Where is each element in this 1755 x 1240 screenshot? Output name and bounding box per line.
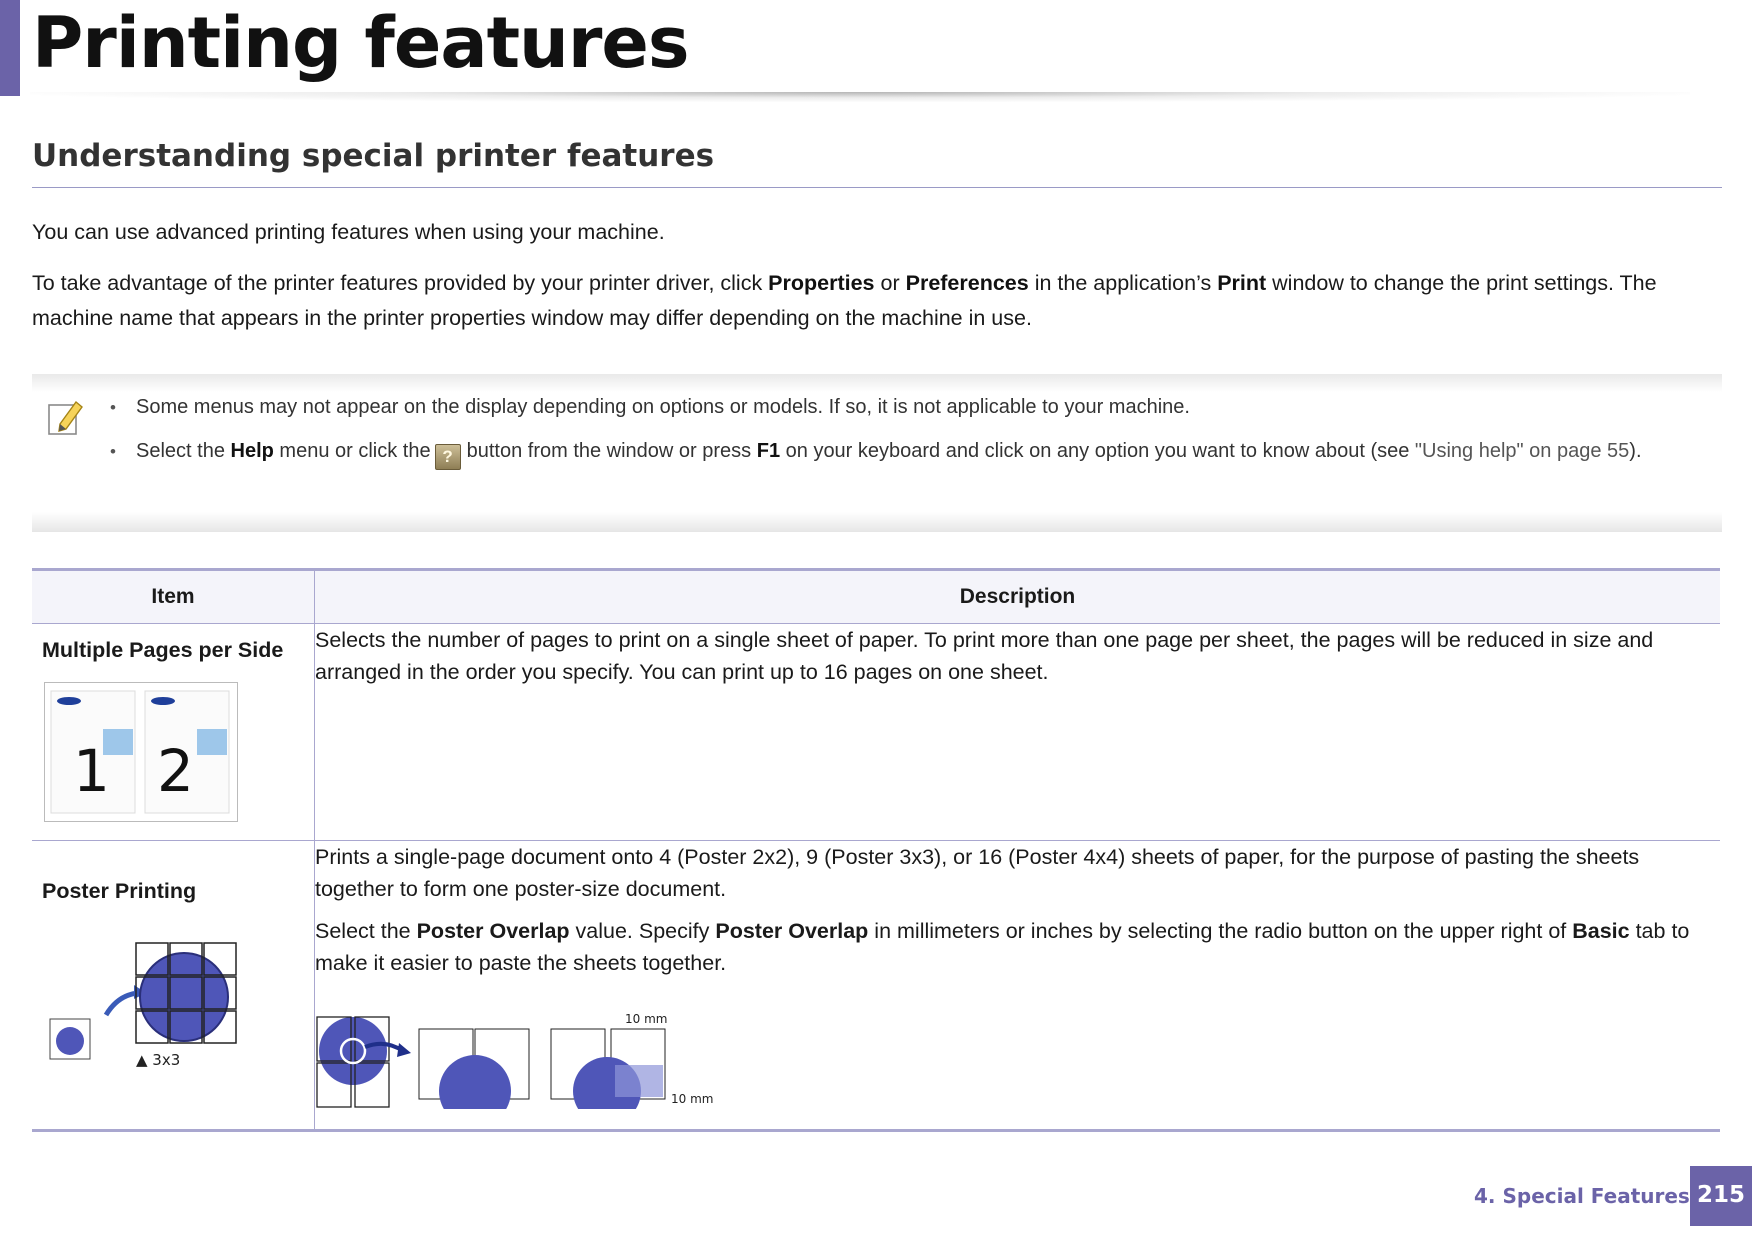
poster-overlap-term: Poster Overlap bbox=[715, 919, 869, 943]
driver-paragraph: To take advantage of the printer features provided by your printer driver, click Properties or Preferences in the application’s Print window to change the print settings. The machine name that appears in the printer properties window may differ depending on the machine in use. bbox=[32, 271, 1657, 330]
item-cell bbox=[32, 624, 315, 841]
apple-icon bbox=[319, 1017, 387, 1085]
header-description: Description bbox=[315, 570, 1721, 624]
poster-grid-label: ▲ 3x3 bbox=[136, 1051, 181, 1069]
item-name: Multiple Pages per Side bbox=[42, 638, 284, 662]
page-label-1: 1 bbox=[73, 737, 110, 805]
cloud-image-icon bbox=[197, 729, 227, 755]
poster-overlap-term: Poster Overlap bbox=[416, 919, 570, 943]
apple-icon bbox=[56, 1027, 84, 1055]
brand-logo-icon bbox=[151, 697, 175, 705]
poster-description: Prints a single-page document onto 4 (Poster 2x2), 9 (Poster 3x3), or 16 (Poster 4x4) sheets of paper, for the purpose of pasting the sheets together to form one poster-size document. bbox=[315, 845, 1640, 901]
section-title: Understanding special printer features bbox=[32, 138, 715, 174]
brand-logo-icon bbox=[57, 697, 81, 705]
features-table bbox=[32, 568, 1720, 1132]
chapter-accent-bar bbox=[0, 0, 20, 96]
note-bullet-menus: • Some menus may not appear on the display depending on options or models. If so, it is not applicable to your machine. bbox=[104, 392, 1704, 423]
page-label-2: 2 bbox=[157, 737, 194, 805]
poster-printing-illustration bbox=[48, 937, 258, 1077]
note-box bbox=[32, 374, 1722, 532]
intro-paragraph: You can use advanced printing features when using your machine. bbox=[32, 220, 665, 244]
enlarge-arrow-icon bbox=[106, 993, 138, 1015]
poster-overlap-illustration bbox=[315, 999, 735, 1109]
overlap-width-label: 10 mm bbox=[625, 1012, 668, 1026]
chapter-title: Printing features bbox=[32, 2, 689, 84]
using-help-link[interactable]: "Using help" on page 55 bbox=[1414, 440, 1630, 462]
apple-icon bbox=[140, 953, 228, 1041]
title-underline bbox=[30, 92, 1690, 102]
overlap-height-label: 10 mm bbox=[671, 1092, 714, 1106]
table-row bbox=[32, 841, 1720, 1131]
item-cell bbox=[32, 841, 315, 1131]
footer-chapter-label: 4. Special Features bbox=[1474, 1184, 1690, 1208]
note-pencil-icon bbox=[46, 396, 86, 438]
properties-term: Properties bbox=[768, 271, 875, 295]
header-item: Item bbox=[32, 570, 315, 624]
note-bullet-help: • Select the Help menu or click the ? button from the window or press F1 on your keyboard and click on any option you want to know about (see "Using help" on page 55). bbox=[104, 436, 1704, 470]
basic-tab-term: Basic bbox=[1572, 919, 1630, 943]
table-header-row bbox=[32, 570, 1720, 624]
multiple-pages-description: Selects the number of pages to print on a single sheet of paper. To print more than one page per sheet, the pages will be reduced in size and arranged in the order you specify. You can print up to 16 pages on one sheet. bbox=[315, 628, 1654, 684]
print-term: Print bbox=[1217, 271, 1267, 295]
table-row bbox=[32, 624, 1720, 841]
item-name: Poster Printing bbox=[42, 879, 197, 903]
f1-key: F1 bbox=[756, 440, 781, 462]
section-divider bbox=[32, 187, 1722, 188]
help-question-icon: ? bbox=[435, 444, 461, 470]
multiple-pages-illustration bbox=[44, 682, 238, 822]
description-cell bbox=[315, 841, 1721, 1131]
page-number-badge: 215 bbox=[1690, 1166, 1752, 1226]
description-cell bbox=[315, 624, 1721, 841]
poster-overlap-instructions: Select the Poster Overlap value. Specify Poster Overlap in millimeters or inches by selecting the radio button on the upper right of Basic tab to make it easier to paste the sheets together. bbox=[315, 919, 1690, 975]
help-term: Help bbox=[230, 440, 274, 462]
preferences-term: Preferences bbox=[905, 271, 1029, 295]
